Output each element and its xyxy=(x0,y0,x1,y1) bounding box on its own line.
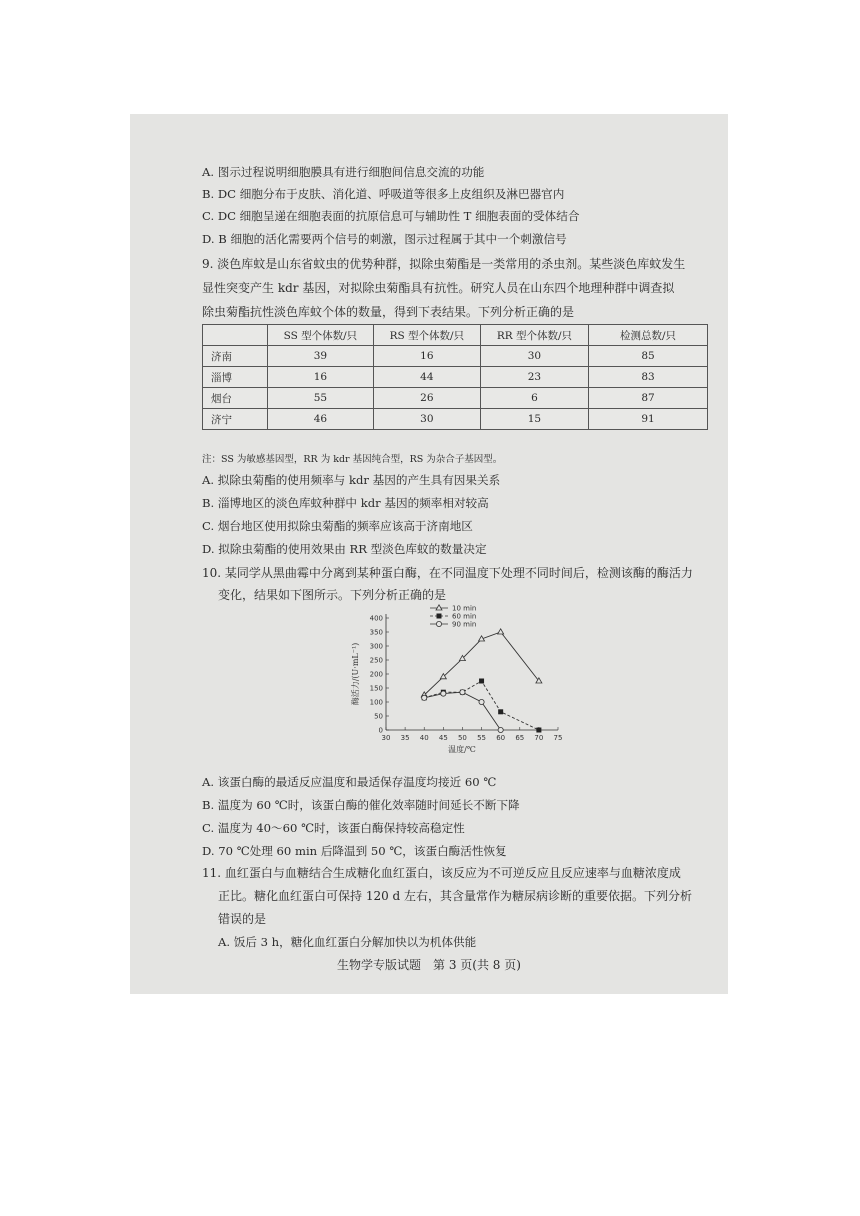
q11-stem-line-1: 11. 血红蛋白与血糖结合生成糖化血红蛋白，该反应为不可逆反应且反应速率与血糖浓度成 xyxy=(202,866,681,880)
x-tick-label: 35 xyxy=(400,734,410,742)
x-tick-label: 65 xyxy=(515,734,525,742)
data-point-square xyxy=(479,679,484,684)
q8-option-a: A. 图示过程说明细胞膜具有进行细胞间信息交流的功能 xyxy=(202,165,485,179)
exam-page xyxy=(130,114,728,994)
q10-option-d: D. 70 ℃处理 60 min 后降温到 50 ℃，该蛋白酶活性恢复 xyxy=(202,844,507,858)
table-cell: 87 xyxy=(589,388,708,409)
y-tick-label: 400 xyxy=(369,614,383,623)
y-axis-label: 酶活力/(U·mL⁻¹) xyxy=(351,642,360,706)
table-cell: 16 xyxy=(373,346,480,367)
q9-table-note: 注：SS 为敏感基因型，RR 为 kdr 基因纯合型，RS 为杂合子基因型。 xyxy=(202,454,503,465)
q10-stem-line-2: 变化，结果如下图所示。下列分析正确的是 xyxy=(218,588,447,602)
table-cell: 淄博 xyxy=(203,367,268,388)
table-cell: 44 xyxy=(373,367,480,388)
table-row xyxy=(203,367,708,388)
table-cell: 91 xyxy=(589,409,708,430)
q8-option-d: D. B 细胞的活化需要两个信号的刺激，图示过程属于其中一个刺激信号 xyxy=(202,232,567,246)
table-cell: 85 xyxy=(589,346,708,367)
enzyme-activity-chart xyxy=(348,604,578,754)
table-cell: 30 xyxy=(480,346,588,367)
x-axis-label: 温度/℃ xyxy=(448,745,476,754)
data-point-circle xyxy=(441,691,446,696)
table-cell: 济南 xyxy=(203,346,268,367)
data-point-square xyxy=(437,614,442,619)
table-cell: 6 xyxy=(480,388,588,409)
q9-option-d: D. 拟除虫菊酯的使用效果由 RR 型淡色库蚊的数量决定 xyxy=(202,542,487,556)
q9-option-a: A. 拟除虫菊酯的使用频率与 kdr 基因的产生具有因果关系 xyxy=(202,473,501,487)
chart-legend xyxy=(430,605,476,629)
legend-label: 90 min xyxy=(452,620,477,629)
x-tick-label: 45 xyxy=(438,734,448,742)
y-tick-label: 150 xyxy=(369,684,383,693)
q9-stem-line-2: 显性突变产生 kdr 基因，对拟除虫菊酯具有抗性。研究人员在山东四个地理种群中调查拟 xyxy=(202,281,675,295)
y-tick-label: 50 xyxy=(374,712,383,721)
y-tick-label: 350 xyxy=(369,628,383,637)
x-tick-label: 60 xyxy=(496,734,506,742)
data-point-triangle xyxy=(498,629,504,634)
data-point-square xyxy=(498,709,503,714)
q10-option-a: A. 该蛋白酶的最适反应温度和最适保存温度均接近 60 ℃ xyxy=(202,775,497,789)
table-cell: 39 xyxy=(268,346,374,367)
q10-stem-line-1: 10. 某同学从黑曲霉中分离到某种蛋白酶，在不同温度下处理不同时间后，检测该酶的酶活力 xyxy=(202,566,693,580)
x-tick-label: 30 xyxy=(381,734,391,742)
table-cell: 烟台 xyxy=(203,388,268,409)
q9-data-table xyxy=(202,324,708,430)
table-header-cell xyxy=(203,325,268,346)
data-point-triangle xyxy=(436,605,442,610)
q9-stem-line-1: 9. 淡色库蚊是山东省蚊虫的优势种群，拟除虫菊酯是一类常用的杀虫剂。某些淡色库蚊发生 xyxy=(202,257,686,271)
y-tick-label: 200 xyxy=(369,670,383,679)
q9-option-c: C. 烟台地区使用拟除虫菊酯的频率应该高于济南地区 xyxy=(202,519,473,533)
table-row xyxy=(203,388,708,409)
y-tick-label: 0 xyxy=(378,726,383,735)
table-cell: 30 xyxy=(373,409,480,430)
q9-option-b: B. 淄博地区的淡色库蚊种群中 kdr 基因的频率相对较高 xyxy=(202,496,489,510)
data-point-circle xyxy=(436,621,441,626)
y-tick-label: 300 xyxy=(369,642,383,651)
table-header-cell: RR 型个体数/只 xyxy=(480,325,588,346)
x-tick-label: 40 xyxy=(419,734,429,742)
table-cell: 55 xyxy=(268,388,374,409)
table-cell: 15 xyxy=(480,409,588,430)
table-header-cell: RS 型个体数/只 xyxy=(373,325,480,346)
table-header-cell: SS 型个体数/只 xyxy=(268,325,374,346)
table-cell: 26 xyxy=(373,388,480,409)
q8-option-c: C. DC 细胞呈递在细胞表面的抗原信息可与辅助性 T 细胞表面的受体结合 xyxy=(202,209,580,223)
data-point-circle xyxy=(479,699,484,704)
table-cell: 83 xyxy=(589,367,708,388)
y-tick-label: 100 xyxy=(369,698,383,707)
data-point-circle xyxy=(422,695,427,700)
chart-marks xyxy=(421,629,542,733)
table-header-cell: 检测总数/只 xyxy=(589,325,708,346)
table-cell: 济宁 xyxy=(203,409,268,430)
table-header-row xyxy=(203,325,708,346)
series-line-1 xyxy=(424,681,539,730)
legend-label: 10 min xyxy=(452,604,477,613)
x-tick-label: 50 xyxy=(457,734,467,742)
x-tick-label: 75 xyxy=(553,734,563,742)
q10-option-b: B. 温度为 60 ℃时，该蛋白酶的催化效率随时间延长不断下降 xyxy=(202,798,520,812)
table-cell: 23 xyxy=(480,367,588,388)
legend-label: 60 min xyxy=(452,612,477,621)
series-line-2 xyxy=(424,692,500,730)
data-point-square xyxy=(536,728,541,733)
data-point-circle xyxy=(460,690,465,695)
x-tick-label: 55 xyxy=(477,734,487,742)
table-cell: 46 xyxy=(268,409,374,430)
q9-stem-line-3: 除虫菊酯抗性淡色库蚊个体的数量，得到下表结果。下列分析正确的是 xyxy=(202,305,575,319)
q8-option-b: B. DC 细胞分布于皮肤、消化道、呼吸道等很多上皮组织及淋巴器官内 xyxy=(202,187,565,201)
page-footer: 生物学专版试题 第 3 页(共 8 页) xyxy=(337,958,521,972)
q11-stem-line-2: 正比。糖化血红蛋白可保持 120 d 左右，其含量常作为糖尿病诊断的重要依据。下列分析 xyxy=(218,889,693,903)
chart-axes xyxy=(350,614,562,754)
q10-option-c: C. 温度为 40～60 ℃时，该蛋白酶保持较高稳定性 xyxy=(202,821,465,835)
table-cell: 16 xyxy=(268,367,374,388)
q11-stem-line-3: 错误的是 xyxy=(218,912,267,926)
q11-option-a: A. 饭后 3 h，糖化血红蛋白分解加快以为机体供能 xyxy=(218,935,477,949)
data-point-circle xyxy=(498,727,503,732)
table-row xyxy=(203,346,708,367)
table-row xyxy=(203,409,708,430)
x-tick-label: 70 xyxy=(534,734,544,742)
series-line-0 xyxy=(424,632,539,695)
y-tick-label: 250 xyxy=(369,656,383,665)
